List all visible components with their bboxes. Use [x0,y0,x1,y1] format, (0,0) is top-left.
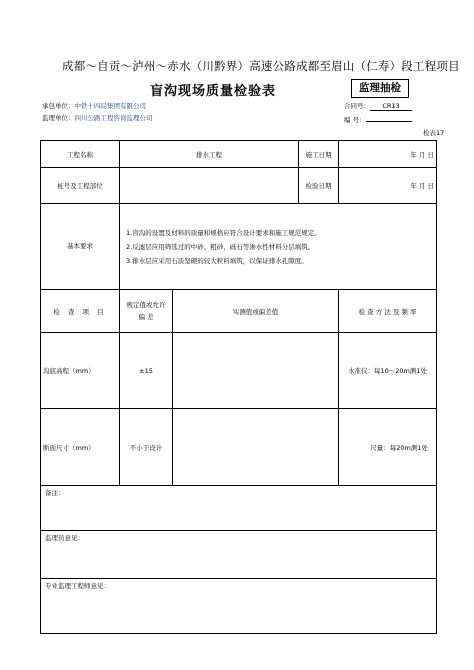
requirements-label: 基本要求 [41,204,120,290]
supervisor-opinion-row [41,531,437,579]
station-label: 桩号及工程部位 [41,168,120,204]
col-header-item: 检 查 项 目 [41,290,120,333]
col-header-measured: 实测值或偏差值 [173,290,339,333]
project-name-label: 工程名称 [41,141,120,168]
requirements-row [41,204,437,290]
engineer-opinion-label: 专业监理工程师意见： [41,579,437,634]
number-value [366,113,412,122]
contractor-line [42,101,146,110]
contract-line [344,101,412,111]
row-measured [173,409,339,486]
supervisor-value: 四川公路工程咨询监理公司 [74,114,153,122]
remarks-label: 备注： [41,486,437,531]
row-spec: ±15 [120,333,173,409]
requirement-item: 3.排水层应采用石质坚硬的较大粒料填筑，以保证排水孔隙度。 [126,256,308,265]
table-row [41,409,437,486]
col-header-method: 检 查 方 法 及 频 率 [339,290,437,333]
form-reference: 检表17 [423,129,445,137]
column-header-row [41,290,437,333]
row-item: 断面尺寸（mm） [41,409,120,486]
requirement-item: 1.盲沟的设置及材料的质量和规格应符合设计要求和施工规范规定。 [126,228,321,237]
requirements-list [120,204,437,290]
table-row [41,333,437,409]
contract-value: CR13 [370,102,412,111]
project-title: 成都～自贡～泸州～赤水（川黔界）高速公路成都至眉山（仁寿）段工程项目 [62,59,460,73]
inspection-date-value: 年 月 日 [339,168,437,204]
form-title: 盲沟现场质量检验表 [150,84,277,99]
remarks-row [41,486,437,531]
col-header-spec: 规定值或允许偏 差 [120,290,173,333]
engineer-opinion-row [41,579,437,634]
number-label: 编 号： [344,116,366,124]
inspection-date-label: 检验日期 [299,168,339,204]
inspection-table [40,140,437,634]
construction-date-value: 年 月 日 [339,141,437,168]
requirement-item: 2.反滤层应用筛选过的中砂、粗砂、砾石等渗水性材料分层填筑。 [126,242,315,251]
row-spec: 不小于设计 [120,409,173,486]
row-measured [173,333,339,409]
project-name-row [41,141,437,168]
supervisor-label: 监理单位： [42,114,75,122]
row-item: 沟底高程（mm） [41,333,120,409]
contractor-value: 中铁十四局集团有限公司 [74,102,146,110]
project-name-value: 排水工程 [120,141,299,168]
contractor-label: 承包单位： [42,102,75,110]
supervisor-line [42,113,153,122]
row-method: 尺量：每20m测1处 [339,409,437,486]
number-line [344,113,412,124]
station-row [41,168,437,204]
contract-label: 合同号： [344,102,370,110]
inspection-stamp: 监理抽检 [351,79,409,98]
supervisor-opinion-label: 监理员意见： [41,531,437,579]
row-method: 水准仪：每10～20m测1处 [339,333,437,409]
station-value [120,168,299,204]
construction-date-label: 施工日期 [299,141,339,168]
